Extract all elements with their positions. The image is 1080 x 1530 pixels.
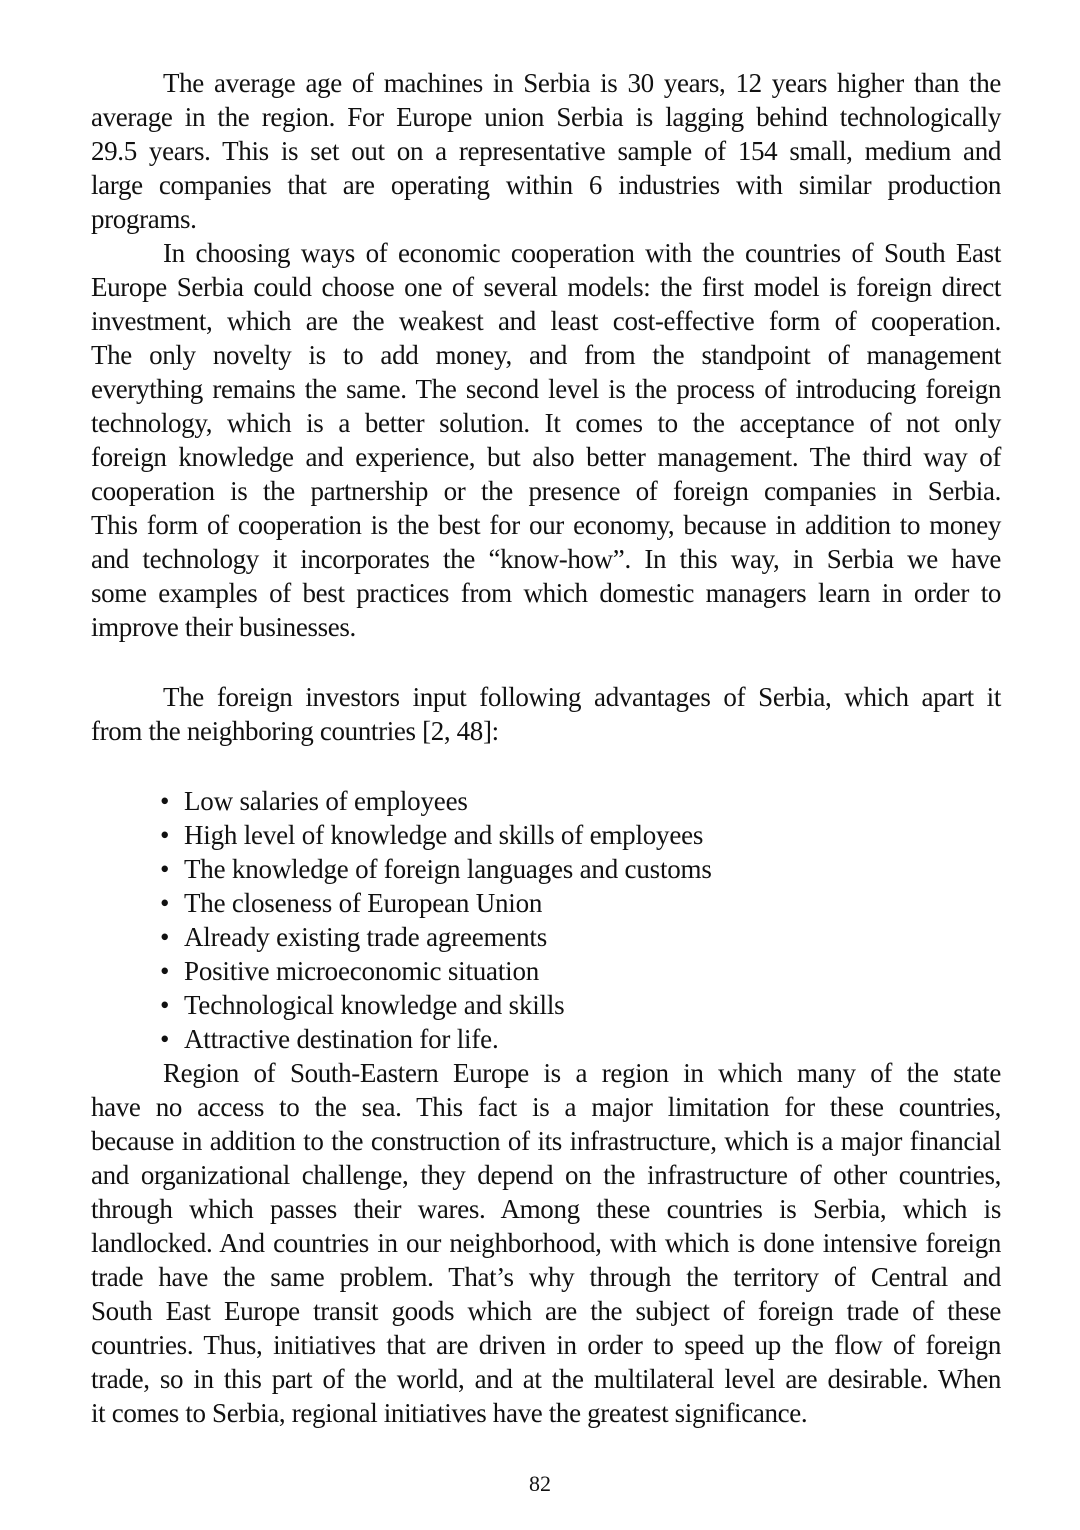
text-line: Europe Serbia could choose one of several models: the first model is foreign direct: [91, 272, 1001, 302]
text-line: South East Europe transit goods which are the subject of foreign trade of these: [91, 1296, 1001, 1326]
bullet-icon: •: [160, 956, 170, 986]
text-line: cooperation is the partnership or the presence of foreign companies in Serbia.: [91, 476, 1001, 506]
text-line: everything remains the same. The second level is the process of introducing foreign: [91, 374, 1001, 404]
bullet-icon: •: [160, 888, 170, 918]
list-item-text: High level of knowledge and skills of employees: [184, 820, 704, 850]
text-line: because in addition to the construction of its infrastructure, which is a major financial: [91, 1126, 1001, 1156]
text-line: some examples of best practices from which domestic managers learn in order to: [91, 578, 1001, 608]
list-item: [160, 1022, 499, 1056]
list-item-text: The closeness of European Union: [184, 888, 543, 918]
list-item: [160, 852, 712, 886]
text-line: The foreign investors input following advantages of Serbia, which apart it: [163, 682, 1001, 712]
list-item-text: Positive microeconomic situation: [184, 956, 540, 986]
list-item-text: Technological knowledge and skills: [184, 990, 565, 1020]
list-item-text: Low salaries of employees: [184, 786, 468, 816]
list-item-text: Attractive destination for life.: [184, 1024, 499, 1054]
bullet-icon: •: [160, 922, 170, 952]
text-line: Region of South-Eastern Europe is a region in which many of the state: [163, 1058, 1001, 1088]
text-line: In choosing ways of economic cooperation with the countries of South East: [163, 238, 1001, 268]
text-line: foreign knowledge and experience, but also better management. The third way of: [91, 442, 1001, 472]
bullet-icon: •: [160, 854, 170, 884]
text-line: investment, which are the weakest and least cost-effective form of cooperation.: [91, 306, 1001, 336]
text-line: improve their businesses.: [91, 612, 356, 642]
list-item: [160, 920, 547, 954]
list-item: [160, 784, 468, 818]
text-line: from the neighboring countries [2, 48]:: [91, 716, 499, 746]
list-item-text: Already existing trade agreements: [184, 922, 548, 952]
text-line: it comes to Serbia, regional initiatives have the greatest significance.: [91, 1398, 808, 1428]
text-line: large companies that are operating within 6 industries with similar production: [91, 170, 1001, 200]
text-line: The average age of machines in Serbia is 30 years, 12 years higher than the: [163, 68, 1001, 98]
list-item: [160, 886, 542, 920]
text-line: landlocked. And countries in our neighborhood, with which is done intensive foreign: [91, 1228, 1001, 1258]
list-item-text: The knowledge of foreign languages and customs: [184, 854, 712, 884]
bullet-icon: •: [160, 990, 170, 1020]
bullet-icon: •: [160, 1024, 170, 1054]
list-item: [160, 988, 564, 1022]
text-line: through which passes their wares. Among these countries is Serbia, which is: [91, 1194, 1001, 1224]
list-item: [160, 818, 703, 852]
text-line: programs.: [91, 204, 197, 234]
text-line: technology, which is a better solution. It comes to the acceptance of not only: [91, 408, 1001, 438]
text-line: 29.5 years. This is set out on a representative sample of 154 small, medium and: [91, 136, 1001, 166]
text-line: This form of cooperation is the best for our economy, because in addition to money: [91, 510, 1001, 540]
text-line: countries. Thus, initiatives that are driven in order to speed up the flow of foreign: [91, 1330, 1001, 1360]
text-line: The only novelty is to add money, and from the standpoint of management: [91, 340, 1001, 370]
text-line: trade, so in this part of the world, and at the multilateral level are desirable. When: [91, 1364, 1001, 1394]
bullet-icon: •: [160, 820, 170, 850]
text-line: and organizational challenge, they depend on the infrastructure of other countries,: [91, 1160, 1001, 1190]
bullet-icon: •: [160, 786, 170, 816]
text-line: trade have the same problem. That’s why through the territory of Central and: [91, 1262, 1001, 1292]
list-item: [160, 954, 539, 988]
text-line: and technology it incorporates the “know-how”. In this way, in Serbia we have: [91, 544, 1001, 574]
text-line: average in the region. For Europe union Serbia is lagging behind technologically: [91, 102, 1001, 132]
page-number: 82: [529, 1471, 551, 1496]
text-line: have no access to the sea. This fact is a major limitation for these countries,: [91, 1092, 1001, 1122]
